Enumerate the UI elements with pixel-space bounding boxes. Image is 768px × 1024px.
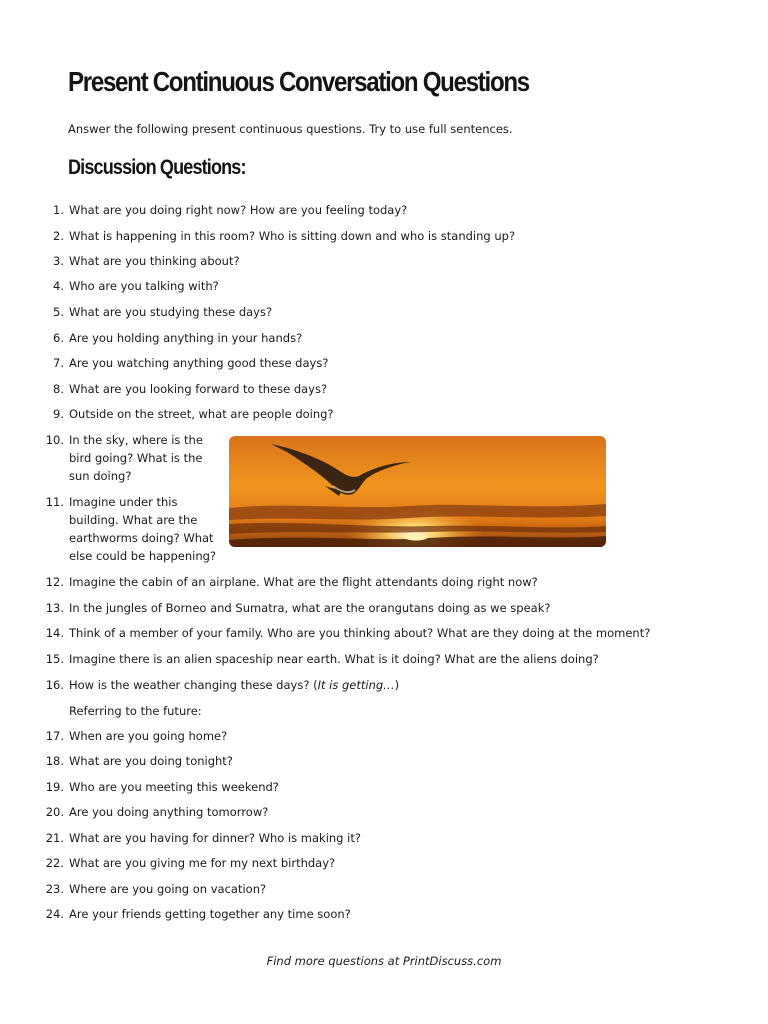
question-text: Are you watching anything good these days? (69, 356, 329, 370)
sun (404, 534, 428, 541)
question-text-italic: It is getting… (317, 678, 395, 692)
question-number: 18. (45, 754, 64, 768)
question-text: Are your friends getting together any time soon? (69, 907, 351, 921)
question-number: 10. (45, 433, 64, 447)
question-text: In the jungles of Borneo and Sumatra, what are the orangutans doing as we speak? (69, 601, 551, 615)
question-text: What are you giving me for my next birthday? (69, 856, 336, 870)
question-number: 5. (53, 305, 64, 319)
question-number: 11. (45, 495, 64, 509)
question-text: Who are you meeting this weekend? (69, 780, 279, 794)
question-number: 6. (53, 331, 64, 345)
question-text: Are you doing anything tomorrow? (69, 805, 269, 819)
question-number: 22. (45, 856, 64, 870)
question-text: Imagine under this building. What are the earthworms doing? What else could be happening? (69, 495, 217, 563)
question-number: 24. (45, 907, 64, 921)
sunset-illustration (229, 436, 606, 547)
question-text: What are you thinking about? (69, 254, 240, 268)
question-number: 23. (45, 882, 64, 896)
footer-note: Find more questions at PrintDiscuss.com (266, 954, 502, 968)
question-number: 12. (45, 575, 64, 589)
question-text: Where are you going on vacation? (69, 882, 267, 896)
question-text: When are you going home? (69, 729, 228, 743)
question-number: 1. (53, 203, 64, 217)
page-title: Present Continuous Conversation Questions (68, 66, 529, 97)
question-number: 2. (53, 229, 64, 243)
question-text: What are you doing tonight? (69, 754, 233, 768)
question-number: 4. (53, 279, 64, 293)
question-text: Imagine the cabin of an airplane. What are the flight attendants doing right now? (69, 575, 538, 589)
section-heading: Discussion Questions: (68, 156, 246, 179)
question-number: 20. (45, 805, 64, 819)
question-text-close: ) (394, 678, 400, 692)
question-text: Who are you talking with? (69, 279, 219, 293)
sunset-bird-photo (229, 436, 606, 547)
question-text: What are you having for dinner? Who is making it? (69, 831, 361, 845)
question-number: 21. (45, 831, 64, 845)
question-number: 17. (45, 729, 64, 743)
question-text: In the sky, where is the bird going? What is the sun doing? (69, 433, 203, 483)
question-number: 8. (53, 382, 64, 396)
question-text: What are you looking forward to these days? (69, 382, 328, 396)
question-number: 14. (45, 626, 64, 640)
question-number: 9. (53, 407, 64, 421)
question-text: What are you doing right now? How are you feeling today? (69, 203, 408, 217)
intro-text: Answer the following present continuous questions. Try to use full sentences. (68, 122, 513, 136)
question-number: 13. (45, 601, 64, 615)
future-subheading: Referring to the future: (69, 704, 202, 718)
question-number: 3. (53, 254, 64, 268)
question-text: Imagine there is an alien spaceship near earth. What is it doing? What are the aliens doing? (69, 652, 599, 666)
question-number: 19. (45, 780, 64, 794)
question-text: What are you studying these days? (69, 305, 273, 319)
question-number: 16. (45, 678, 64, 692)
question-text (69, 676, 399, 694)
question-number: 7. (53, 356, 64, 370)
question-text: What is happening in this room? Who is sitting down and who is standing up? (69, 229, 516, 243)
question-text: Outside on the street, what are people doing? (69, 407, 334, 421)
question-text: Think of a member of your family. Who are you thinking about? What are they doing at the moment? (69, 626, 651, 640)
question-text: Are you holding anything in your hands? (69, 331, 303, 345)
question-text-main: How is the weather changing these days? ( (69, 678, 318, 692)
question-number: 15. (45, 652, 64, 666)
